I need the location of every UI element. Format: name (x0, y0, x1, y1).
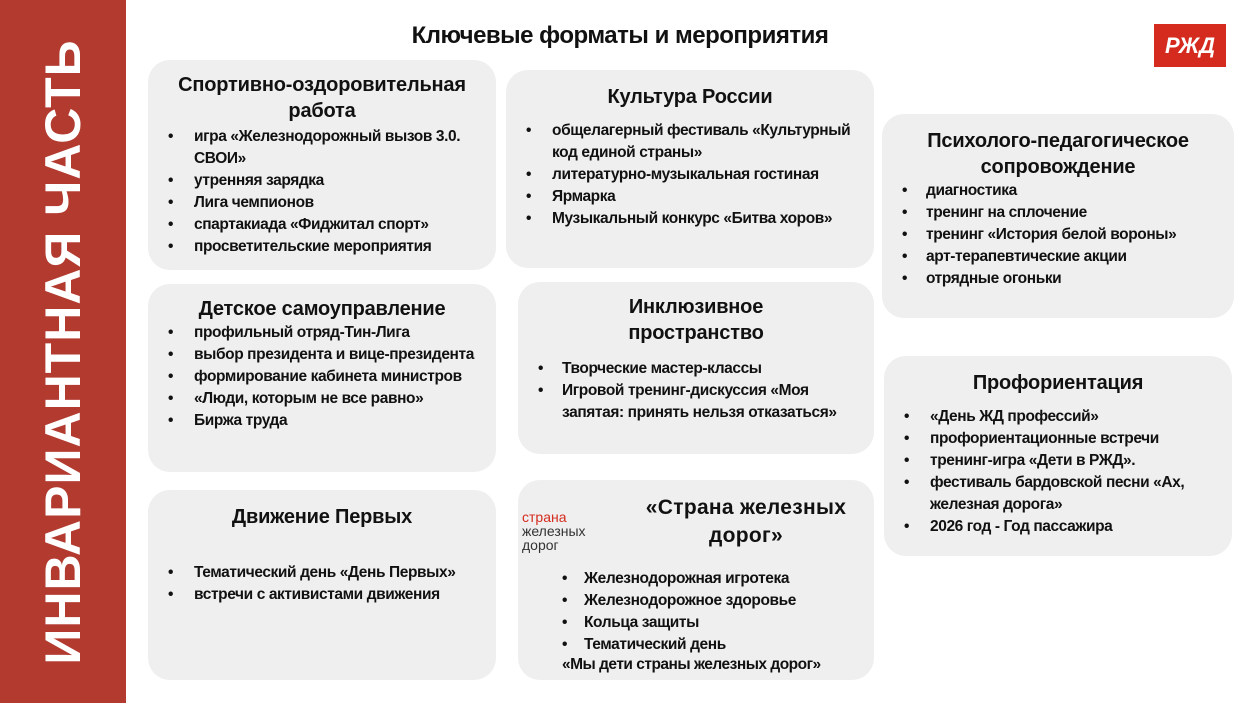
item-list (518, 358, 874, 424)
card-title: Психолого-педагогическое сопровождение (927, 130, 1189, 178)
list-item: • общелагерный фестиваль «Культурный код единой страны» (506, 120, 874, 164)
list-item: • Музыкальный конкурс «Битва хоров» (506, 208, 874, 230)
item-list (506, 120, 874, 230)
svg-text:РЖД: РЖД (1164, 32, 1216, 58)
card-self-government (148, 284, 496, 472)
card-railways (518, 480, 874, 680)
list-item: • профориентационные встречи (884, 428, 1232, 450)
rzd-logo-icon (1160, 32, 1220, 60)
card-footer: «Мы дети страны железных дорог» (562, 656, 821, 673)
list-item: • тренинг на сплочение (882, 202, 1234, 224)
list-item: • 2026 год - Год пассажира (884, 516, 1232, 538)
list-item: • Железнодорожная игротека (518, 568, 874, 590)
list-item: • формирование кабинета министров (148, 366, 496, 388)
list-item: • утренняя зарядка (148, 170, 496, 192)
logo-word: дорог (522, 537, 559, 553)
list-item: • «Люди, которым не все равно» (148, 388, 496, 410)
card-title: Спортивно-оздоровительная работа (178, 74, 466, 122)
item-list (882, 180, 1234, 290)
list-item: • выбор президента и вице-президента (148, 344, 496, 366)
card-title: «Страна железных дорог» (645, 496, 847, 547)
card-title: Профориентация (972, 372, 1144, 394)
list-item: • Кольца защиты (518, 612, 874, 634)
list-item: • литературно-музыкальная гостиная (506, 164, 874, 186)
list-item: • профильный отряд-Тин-Лига (148, 322, 496, 344)
list-item: • тренинг-игра «Дети в РЖД». (884, 450, 1232, 472)
item-list (148, 322, 496, 432)
card-sport (148, 60, 496, 270)
railways-logo (522, 510, 586, 552)
card-movement (148, 490, 496, 680)
card-title: Культура России (607, 86, 773, 108)
list-item: • диагностика (882, 180, 1234, 202)
card-psychology (882, 114, 1234, 318)
list-item: • Игровой тренинг-дискуссия «Моя запятая: принять нельзя отказаться» (518, 380, 874, 424)
list-item: • отрядные огоньки (882, 268, 1234, 290)
sidebar-label: ИНВАРИАНТНАЯ ЧАСТЬ (35, 39, 91, 665)
card-title: Инклюзивное пространство (628, 296, 764, 344)
card-career (884, 356, 1232, 556)
list-item: • фестиваль бардовской песни «Ах, железная дорога» (884, 472, 1232, 516)
card-culture (506, 70, 874, 268)
list-item: • Ярмарка (506, 186, 874, 208)
item-list (148, 126, 496, 258)
list-item: • Тематический день «День Первых» (148, 562, 496, 584)
list-item: • встречи с активистами движения (148, 584, 496, 606)
item-list (148, 562, 496, 606)
logo-word: железных (522, 523, 586, 539)
list-item: • игра «Железнодорожный вызов 3.0. СВОИ» (148, 126, 496, 170)
page-title: Ключевые форматы и мероприятия (411, 22, 829, 49)
card-title: Детское самоуправление (198, 298, 446, 320)
list-item: • Биржа труда (148, 410, 496, 432)
rzd-logo (1154, 24, 1226, 67)
list-item: • Тематический день (518, 634, 874, 656)
list-item: • Творческие мастер-классы (518, 358, 874, 380)
list-item: • арт-терапевтические акции (882, 246, 1234, 268)
list-item: • просветительские мероприятия (148, 236, 496, 258)
card-inclusive (518, 282, 874, 454)
list-item: • тренинг «История белой вороны» (882, 224, 1234, 246)
item-list (884, 406, 1232, 538)
item-list (518, 568, 874, 656)
card-title: Движение Первых (231, 506, 413, 528)
list-item: • Железнодорожное здоровье (518, 590, 874, 612)
list-item: • «День ЖД профессий» (884, 406, 1232, 428)
logo-word: страна (522, 509, 567, 525)
sidebar-band (0, 0, 126, 703)
list-item: • Лига чемпионов (148, 192, 496, 214)
list-item: • спартакиада «Фиджитал спорт» (148, 214, 496, 236)
